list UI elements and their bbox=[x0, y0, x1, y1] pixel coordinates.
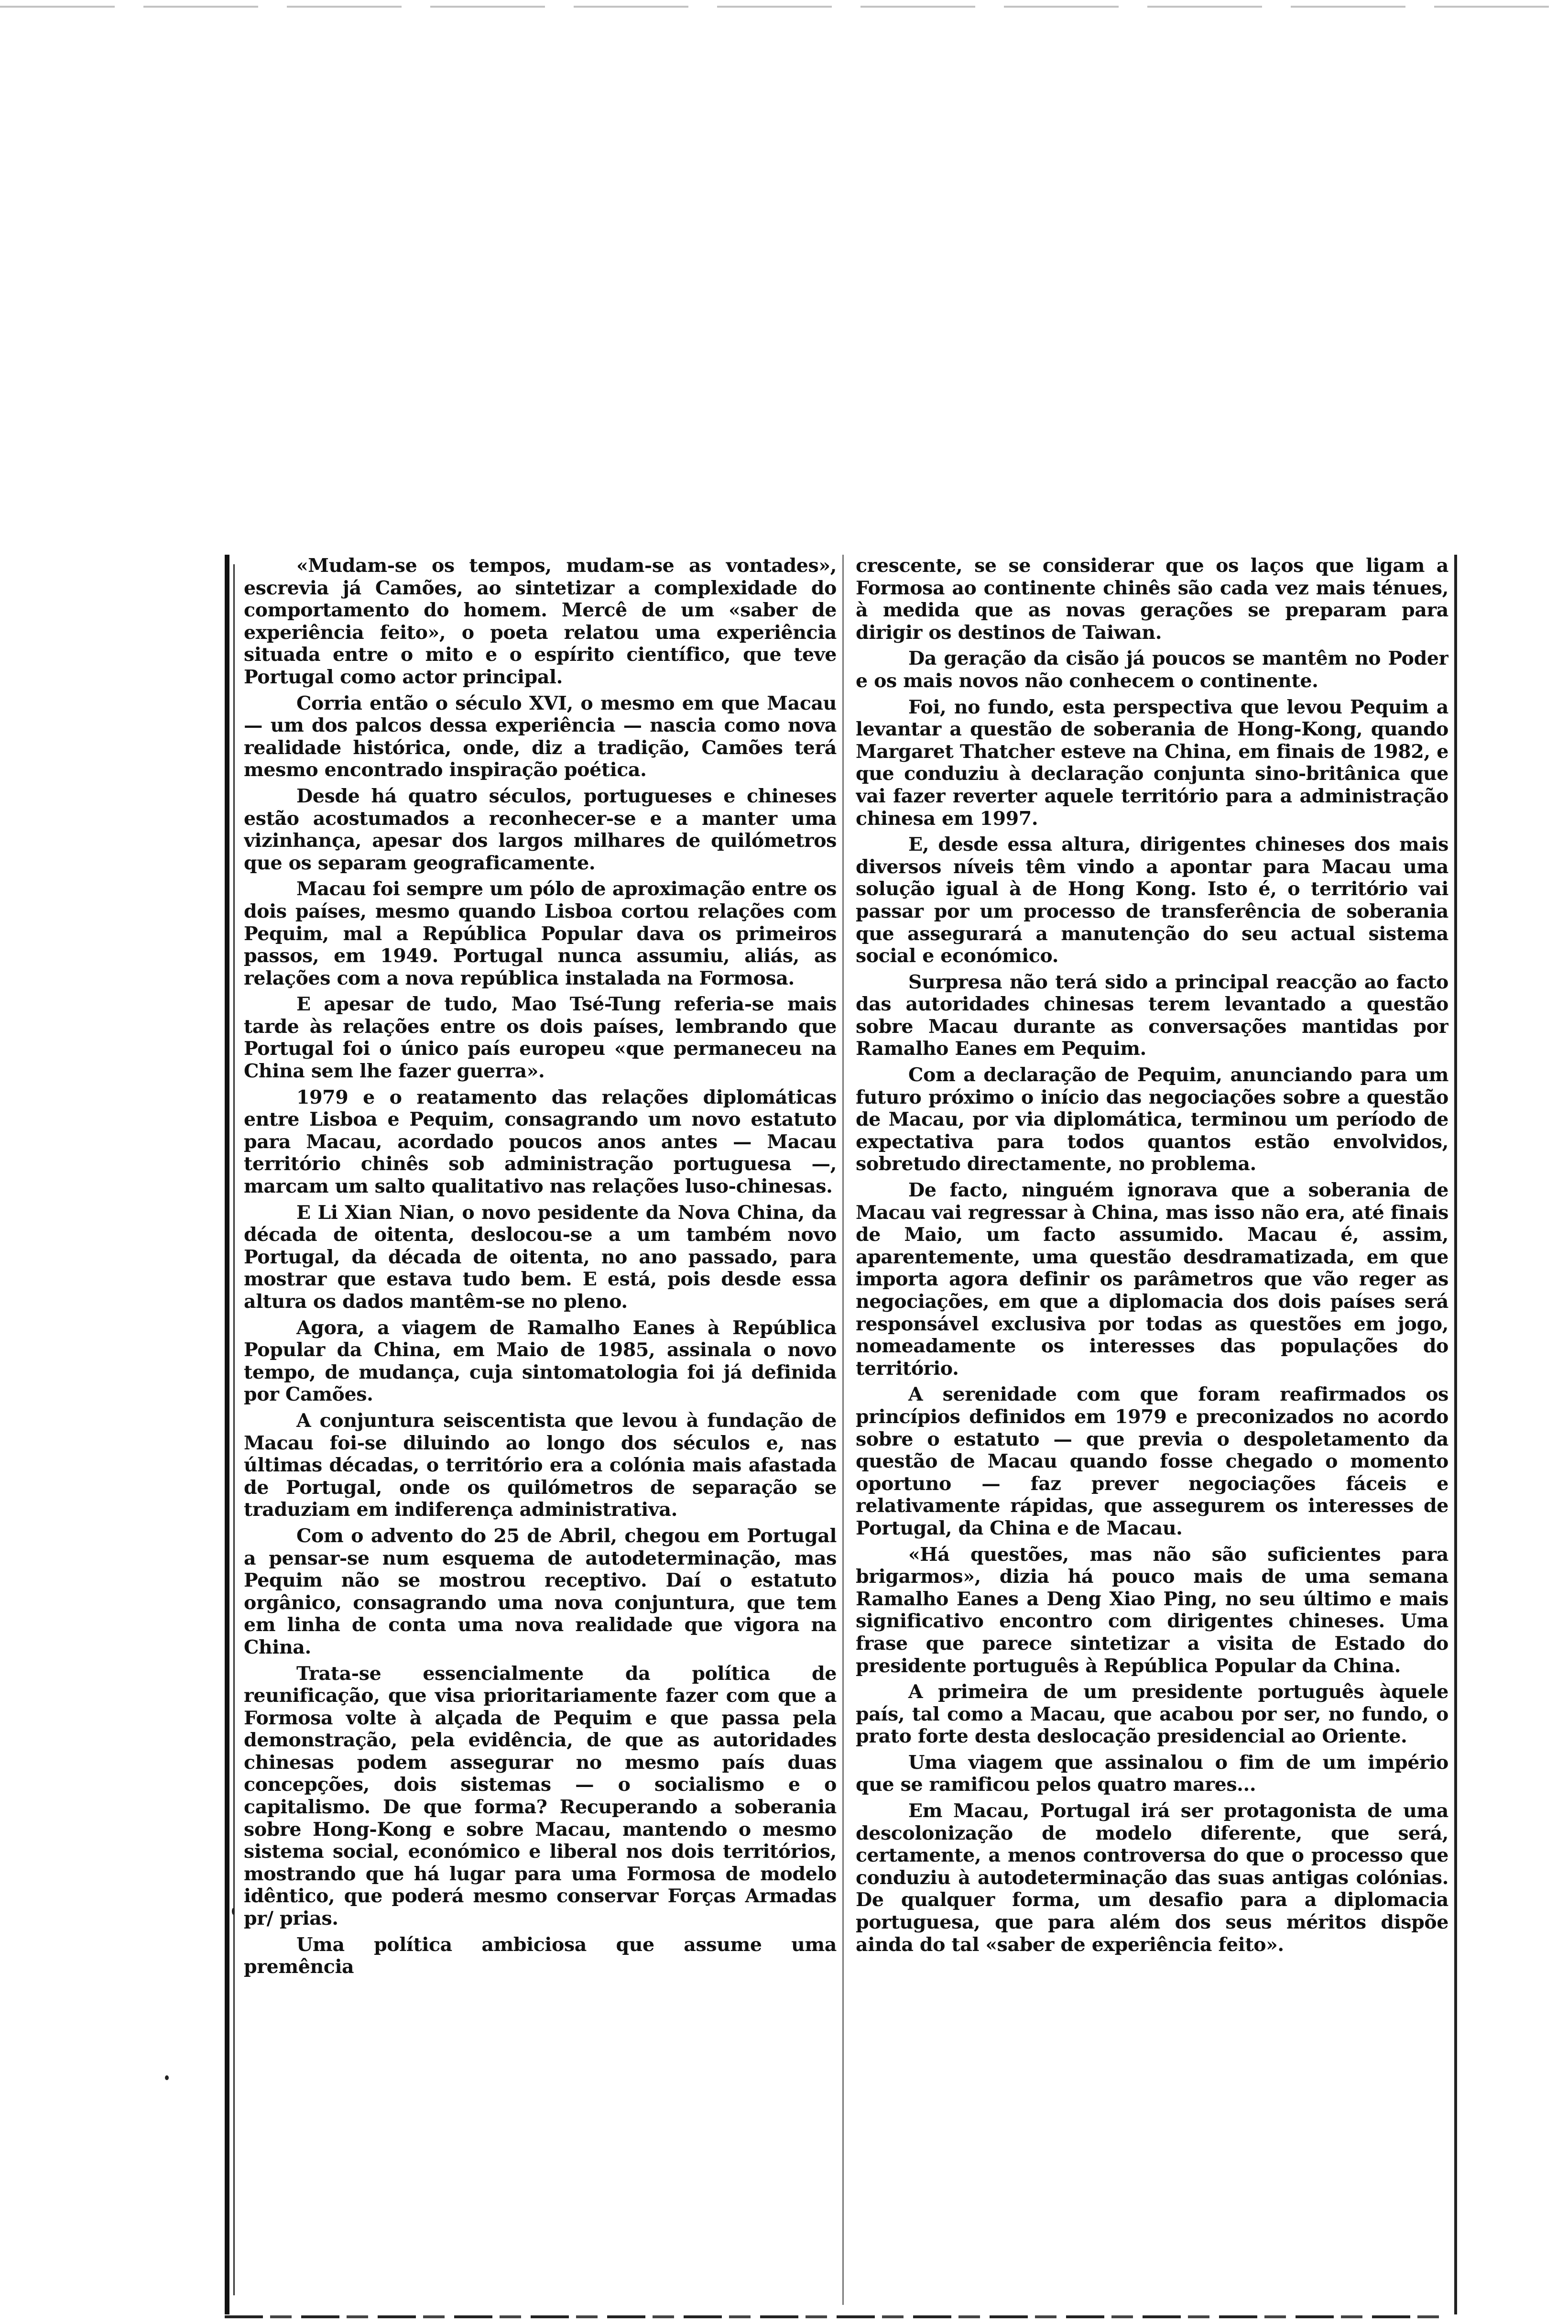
paragraph: Macau foi sempre um pólo de aproximação entre os dois países, mesmo quando Lisboa cortou relações com Pequim, mal a República Popular dava os primeiros passos, em 1949. Portugal nunca assumiu, aliás, as relações com a nova república instalada na Formosa. bbox=[244, 878, 837, 989]
article-column-right bbox=[856, 555, 1448, 2310]
paragraph: Desde há quatro séculos, portugueses e chineses estão acostumados a reconhecer-se e a manter uma vizinhança, apesar dos largos milhares de quilómetros que os separam geograficamente. bbox=[244, 785, 837, 874]
clipping-border-right bbox=[1454, 555, 1457, 2314]
paragraph: A primeira de um presidente português àquele país, tal como a Macau, que acabou por ser, no fundo, o prato forte desta deslocação presidencial ao Oriente. bbox=[856, 1681, 1448, 1748]
paragraph: De facto, ninguém ignorava que a soberania de Macau vai regressar à China, mas isso não era, até finais de Maio, um facto assumido. Macau é, assim, aparentemente, uma questão desdramatizada, em que importa agora definir os parâmetros que vão reger as negociações, em que a diplomacia dos dois países será responsável exclusiva por todas as questões em jogo, nomeadamente os interesses das populações do território. bbox=[856, 1179, 1448, 1380]
paragraph: E, desde essa altura, dirigentes chineses dos mais diversos níveis têm vindo a apontar para Macau uma solução igual à de Hong Kong. Isto é, o território vai passar por um processo de transferência de soberania que assegurará a manutenção do seu actual sistema social e económico. bbox=[856, 833, 1448, 967]
paragraph: Uma política ambiciosa que assume uma premência bbox=[244, 1933, 837, 1978]
paragraph: E apesar de tudo, Mao Tsé-Tung referia-se mais tarde às relações entre os dois países, lembrando que Portugal foi o único país europeu «que permaneceu na China sem lhe fazer guerra». bbox=[244, 993, 837, 1083]
paragraph: Com a declaração de Pequim, anunciando para um futuro próximo o início das negociações sobre a questão de Macau, por via diplomática, terminou um período de expectativa para todos quantos estão envolvidos, sobretudo directamente, no problema. bbox=[856, 1064, 1448, 1175]
article-column-left bbox=[244, 555, 837, 2310]
paragraph: A conjuntura seiscentista que levou à fundação de Macau foi-se diluindo ao longo dos séculos e, nas últimas décadas, o território era a colónia mais afastada de Portugal, onde os quilómetros de separação se traduziam em indiferença administrativa. bbox=[244, 1409, 837, 1521]
paragraph: «Há questões, mas não são suficientes para brigarmos», dizia há pouco mais de uma semana Ramalho Eanes a Deng Xiao Ping, no seu último e mais significativo encontro com dirigentes chineses. Uma frase que parece sintetizar a visita de Estado do presidente português à República Popular da China. bbox=[856, 1543, 1448, 1677]
paragraph: Corria então o século XVI, o mesmo em que Macau — um dos palcos dessa experiência — nascia como nova realidade histórica, onde, diz a tradição, Camões terá mesmo encontrado inspiração poética. bbox=[244, 692, 837, 781]
paragraph: Com o advento do 25 de Abril, chegou em Portugal a pensar-se num esquema de autodeterminação, mas Pequim não se mostrou receptivo. Daí o estatuto orgânico, consagrando uma nova conjuntura, que tem em linha de conta uma nova realidade que vigora na China. bbox=[244, 1524, 837, 1658]
clipping-border-bottom bbox=[225, 2315, 1448, 2318]
paragraph: Trata-se essencialmente da política de reunificação, que visa prioritariamente fazer com que a Formosa volte à alçada de Pequim e que passa pela demonstração, pela evidência, de que as autoridades chinesas podem assegurar no mesmo país duas concepções, dois sistemas — o socialismo e o capitalismo. De que forma? Recuperando a soberania sobre Hong-Kong e sobre Macau, mantendo o mesmo sistema social, económico e liberal nos dois territórios, mostrando que há lugar para uma Formosa de modelo idêntico, que poderá mesmo conservar Forças Armadas pr/ prias. bbox=[244, 1662, 837, 1930]
column-divider bbox=[842, 555, 844, 2305]
scan-speck bbox=[165, 2075, 169, 2080]
paragraph: Da geração da cisão já poucos se mantêm no Poder e os mais novos não conhecem o continente. bbox=[856, 647, 1448, 692]
paragraph: Surpresa não terá sido a principal reacção ao facto das autoridades chinesas terem levantado a questão sobre Macau durante as conversações mantidas por Ramalho Eanes em Pequim. bbox=[856, 971, 1448, 1060]
paragraph: «Mudam-se os tempos, mudam-se as vontades», escrevia já Camões, ao sintetizar a complexidade do comportamento do homem. Mercê de um «saber de experiência feito», o poeta relatou uma experiência situada entre o mito e o espírito científico, que teve Portugal como actor principal. bbox=[244, 555, 837, 688]
paragraph: crescente, se se considerar que os laços que ligam a Formosa ao continente chinês são cada vez mais ténues, à medida que as novas gerações se preparam para dirigir os destinos de Taiwan. bbox=[856, 555, 1448, 644]
scan-edge-line bbox=[0, 6, 1568, 8]
clipping-border-left-inner bbox=[233, 564, 235, 2295]
paragraph: Em Macau, Portugal irá ser protagonista de uma descolonização de modelo diferente, que será, certamente, a menos controversa do que o processo que conduziu à autodeterminação das suas antigas colónias. De qualquer forma, um desafio para a diplomacia portuguesa, que para além dos seus méritos dispõe ainda do tal «saber de experiência feito». bbox=[856, 1800, 1448, 1956]
paragraph: E Li Xian Nian, o novo pesidente da Nova China, da década de oitenta, deslocou-se a um também novo Portugal, da década de oitenta, no ano passado, para mostrar que estava tudo bem. E está, pois desde essa altura os dados mantêm-se no pleno. bbox=[244, 1201, 837, 1313]
newspaper-clipping bbox=[225, 555, 1458, 2324]
clipping-border-left bbox=[225, 555, 229, 2314]
paragraph: Foi, no fundo, esta perspectiva que levou Pequim a levantar a questão de soberania de Hong-Kong, quando Margaret Thatcher esteve na China, em finais de 1982, e que conduziu à declaração conjunta sino-britânica que vai fazer reverter aquele território para a administração chinesa em 1997. bbox=[856, 696, 1448, 830]
paragraph: 1979 e o reatamento das relações diplomáticas entre Lisboa e Pequim, consagrando um novo estatuto para Macau, acordado poucos anos antes — Macau território chinês sob administração portuguesa —, marcam um salto qualitativo nas relações luso-chinesas. bbox=[244, 1086, 837, 1198]
paragraph: A serenidade com que foram reafirmados os princípios definidos em 1979 e preconizados no acordo sobre o estatuto — que previa o despoletamento da questão de Macau quando fosse chegado o momento oportuno — faz prever negociações fáceis e relativamente rápidas, que assegurem os interesses de Portugal, da China e de Macau. bbox=[856, 1383, 1448, 1539]
paragraph: Uma viagem que assinalou o fim de um império que se ramificou pelos quatro mares... bbox=[856, 1751, 1448, 1796]
paragraph: Agora, a viagem de Ramalho Eanes à República Popular da China, em Maio de 1985, assinala o novo tempo, de mudança, cuja sintomatologia foi já definida por Camões. bbox=[244, 1316, 837, 1406]
scan-speck bbox=[232, 1908, 235, 1915]
